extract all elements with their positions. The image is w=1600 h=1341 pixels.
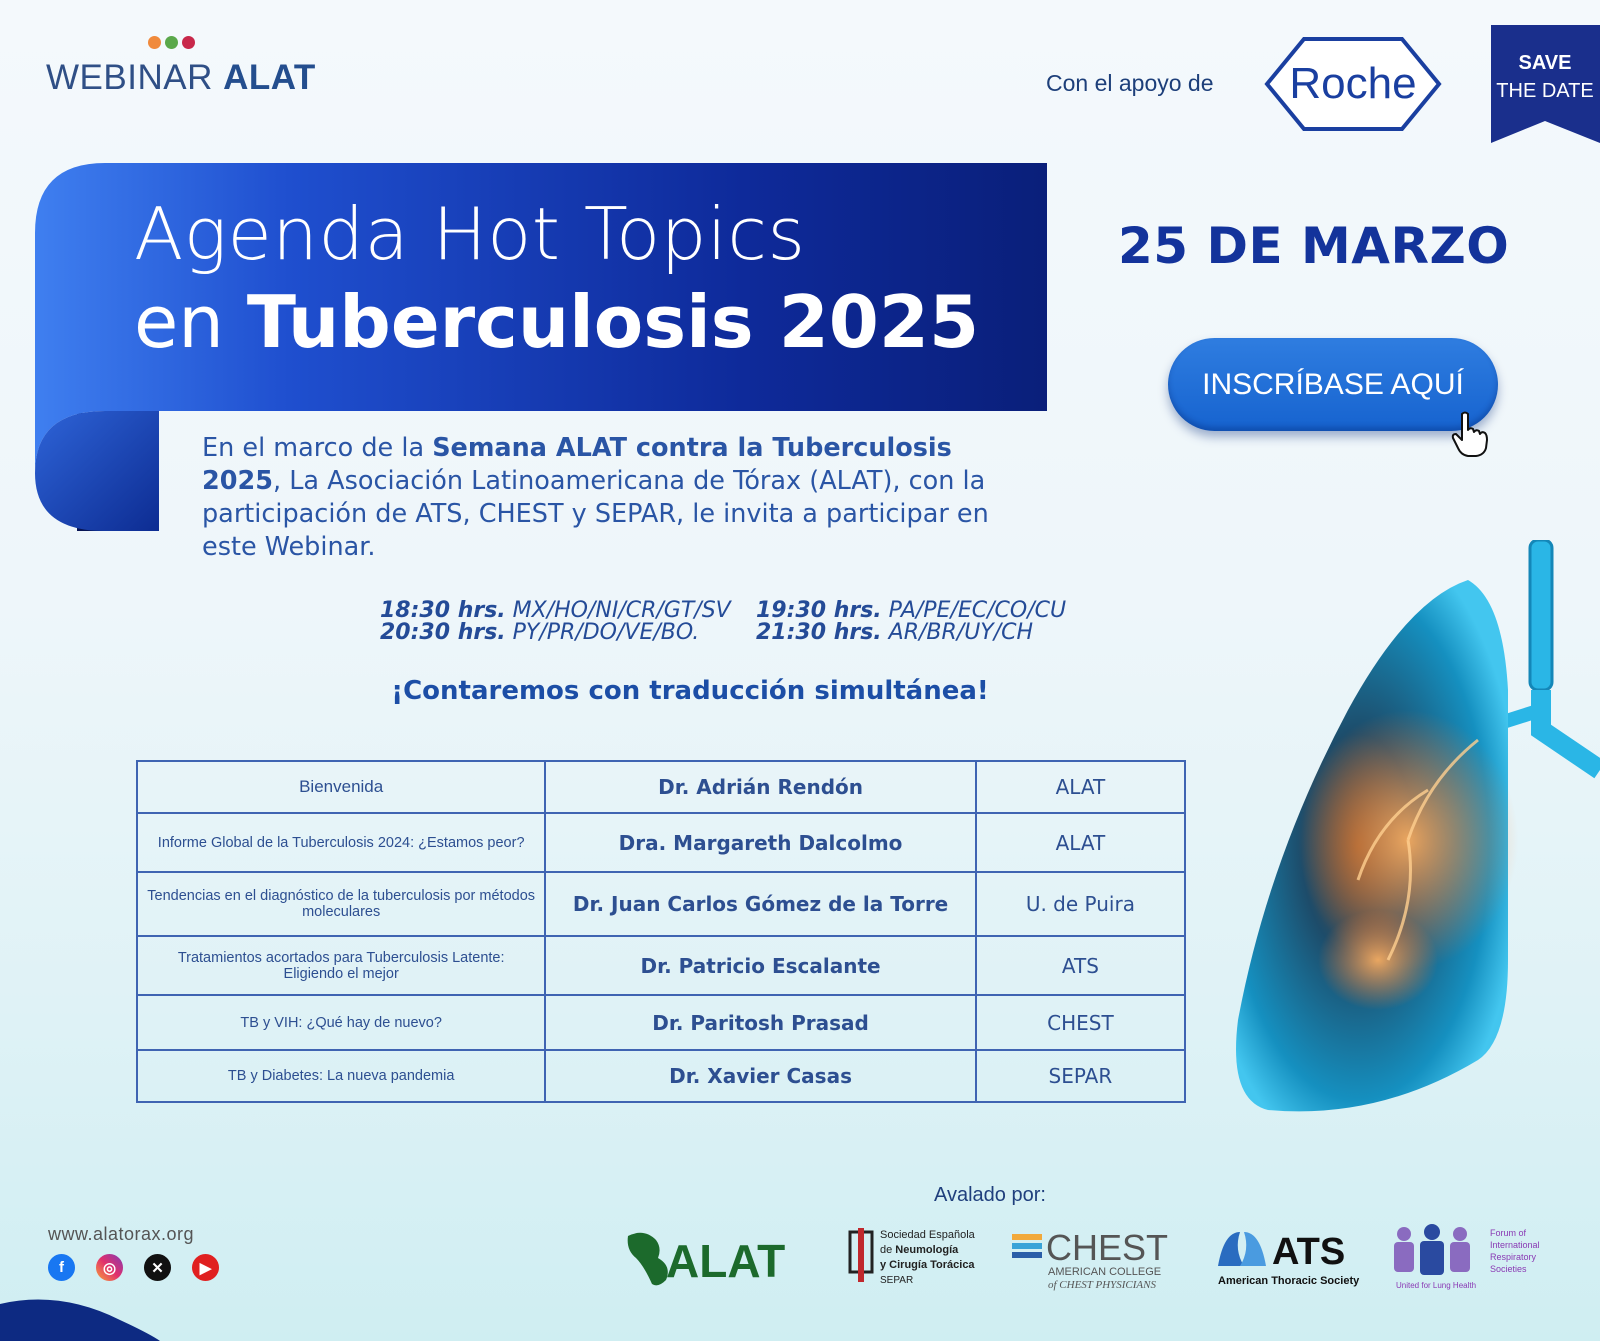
svg-text:AMERICAN COLLEGE: AMERICAN COLLEGE	[1048, 1266, 1162, 1278]
svg-text:SEPAR: SEPAR	[880, 1275, 914, 1286]
speaker-cell: Dr. Adrián Rendón	[545, 761, 975, 813]
x-icon[interactable]: ✕	[144, 1254, 171, 1281]
svg-text:American Thoracic Society: American Thoracic Society	[1218, 1275, 1360, 1287]
facebook-icon[interactable]: f	[48, 1254, 75, 1281]
schedule-item: 20:30 hrs. PY/PR/DO/VE/BO.	[380, 620, 700, 645]
topic-cell: Tratamientos acortados para Tuberculosis Latente: Eligiendo el mejor	[137, 936, 545, 995]
table-row	[137, 761, 1185, 813]
speaker-cell: Dra. Margareth Dalcolmo	[545, 813, 975, 872]
topic-cell: TB y VIH: ¿Qué hay de nuevo?	[137, 995, 545, 1050]
schedule-item: 18:30 hrs. MX/HO/NI/CR/GT/SV	[380, 598, 731, 623]
org-cell: ATS	[976, 936, 1185, 995]
dot-red	[182, 36, 195, 49]
svg-text:Sociedad Española: Sociedad Española	[880, 1229, 975, 1241]
logo-dots	[148, 36, 195, 49]
svg-text:de Neumología: de Neumología	[880, 1244, 959, 1256]
speaker-cell: Dr. Xavier Casas	[545, 1050, 975, 1102]
social-icons	[48, 1254, 219, 1281]
table-row	[137, 1050, 1185, 1102]
roche-text: Roche	[1289, 59, 1417, 108]
dot-green	[165, 36, 178, 49]
svg-text:United for Lung Health: United for Lung Health	[1396, 1281, 1477, 1290]
org-cell: SEPAR	[976, 1050, 1185, 1102]
event-date: 25 DE MARZO	[1118, 217, 1510, 275]
the-date-text: THE DATE	[1496, 80, 1594, 102]
topic-cell: TB y Diabetes: La nueva pandemia	[137, 1050, 545, 1102]
svg-text:Forum of: Forum of	[1490, 1228, 1527, 1238]
svg-text:Respiratory: Respiratory	[1490, 1252, 1537, 1262]
ats-logo	[1214, 1222, 1364, 1292]
instagram-icon[interactable]: ◎	[96, 1254, 123, 1281]
agenda-table	[136, 760, 1186, 1103]
roche-logo	[1264, 36, 1442, 132]
org-cell: ALAT	[976, 761, 1185, 813]
table-row	[137, 936, 1185, 995]
title-line-2: en Tuberculosis 2025	[134, 280, 980, 364]
save-the-date-badge	[1491, 25, 1600, 143]
title-line-1: Agenda Hot Topics	[134, 192, 806, 276]
svg-text:ALAT: ALAT	[666, 1235, 786, 1287]
org-cell: U. de Puira	[976, 872, 1185, 936]
register-button[interactable]: INSCRÍBASE AQUÍ	[1168, 338, 1498, 431]
speaker-cell: Dr. Patricio Escalante	[545, 936, 975, 995]
svg-text:y Cirugía Torácica: y Cirugía Torácica	[880, 1259, 975, 1271]
topic-cell: Tendencias en el diagnóstico de la tuberculosis por métodos moleculares	[137, 872, 545, 936]
alat-logo	[622, 1222, 816, 1292]
pointer-hand-icon	[1450, 410, 1492, 458]
svg-text:CHEST: CHEST	[1046, 1227, 1169, 1268]
translation-note: ¡Contaremos con traducción simultánea!	[391, 676, 989, 706]
support-label: Con el apoyo de	[1046, 70, 1214, 96]
topic-cell: Informe Global de la Tuberculosis 2024: ¿Estamos peor?	[137, 813, 545, 872]
table-row	[137, 813, 1185, 872]
svg-text:Societies: Societies	[1490, 1264, 1527, 1274]
lung-illustration	[1228, 540, 1600, 1140]
firs-logo	[1386, 1222, 1564, 1292]
chest-logo	[1008, 1222, 1188, 1292]
table-row	[137, 872, 1185, 936]
schedule-item: 21:30 hrs. AR/BR/UY/CH	[756, 620, 1034, 645]
speaker-cell: Dr. Paritosh Prasad	[545, 995, 975, 1050]
corner-decoration	[0, 1290, 160, 1341]
dot-orange	[148, 36, 161, 49]
org-cell: CHEST	[976, 995, 1185, 1050]
schedule-item: 19:30 hrs. PA/PE/EC/CO/CU	[756, 598, 1067, 623]
topic-cell: Bienvenida	[137, 761, 545, 813]
webinar-alat-logo: WEBINAR ALAT	[46, 58, 316, 97]
svg-text:of CHEST PHYSICIANS: of CHEST PHYSICIANS	[1048, 1279, 1156, 1291]
table-row	[137, 995, 1185, 1050]
svg-text:ATS: ATS	[1272, 1231, 1346, 1273]
endorsed-label: Avalado por:	[934, 1184, 1046, 1206]
svg-text:International: International	[1490, 1240, 1540, 1250]
separ-logo	[846, 1222, 986, 1292]
schedule-times	[380, 600, 1080, 644]
save-text: SAVE	[1518, 52, 1572, 74]
org-cell: ALAT	[976, 813, 1185, 872]
intro-paragraph: En el marco de la Semana ALAT contra la Tuberculosis 2025, La Asociación Latinoamericana de Tórax (ALAT), con la participación de ATS, CHEST y SEPAR, le invita a participar en este Webinar.	[202, 433, 989, 562]
youtube-icon[interactable]: ▶	[192, 1254, 219, 1281]
website-link[interactable]: www.alatorax.org	[48, 1224, 195, 1244]
speaker-cell: Dr. Juan Carlos Gómez de la Torre	[545, 872, 975, 936]
